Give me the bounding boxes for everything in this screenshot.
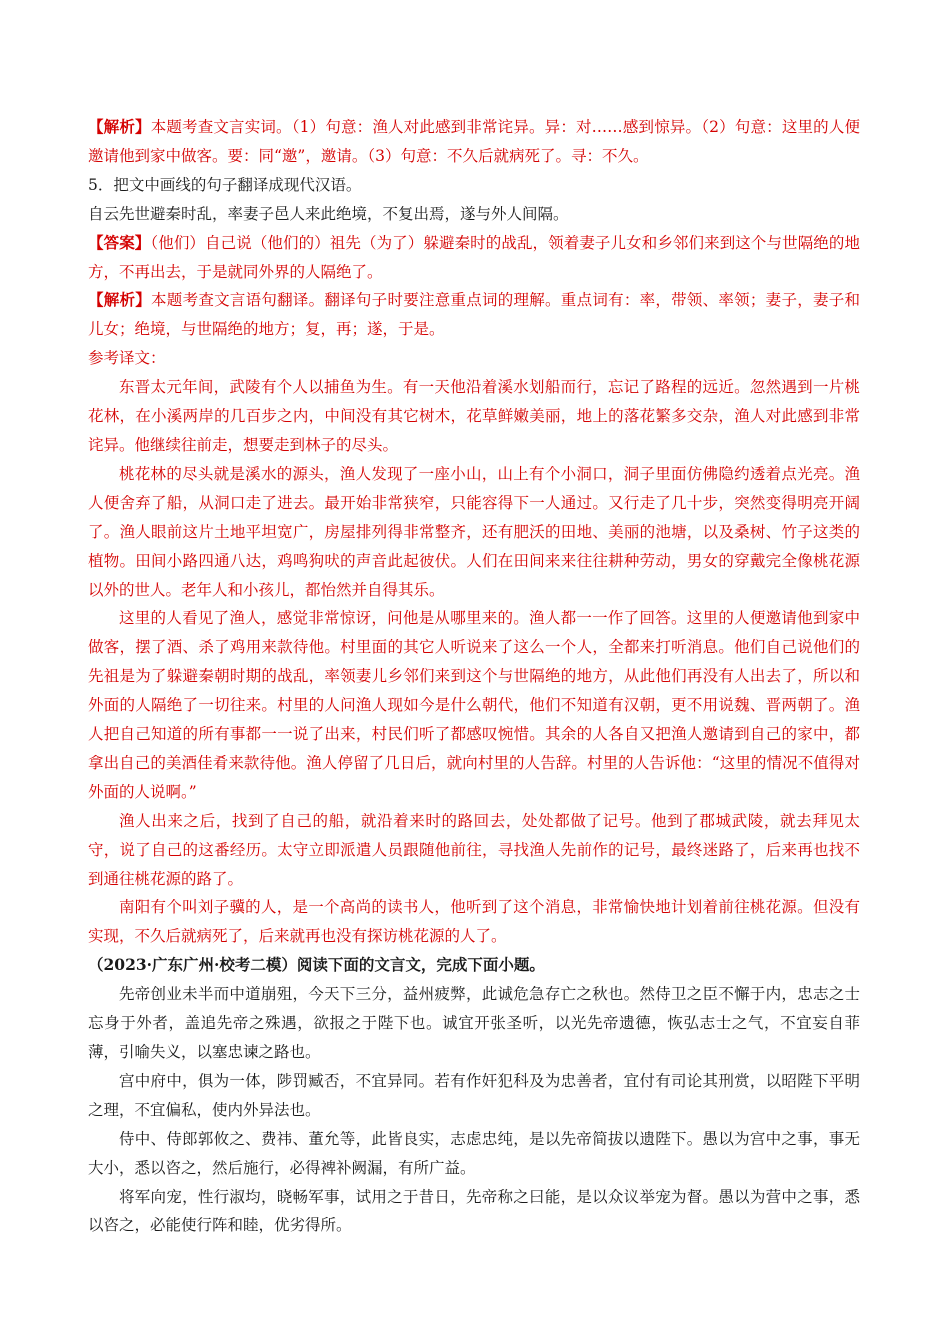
- question-5-sentence: 自云先世避秦时乱，率妻子邑人来此绝境，不复出焉，遂与外人间隔。: [88, 204, 569, 223]
- reference-paragraph: 渔人出来之后，找到了自己的船，就沿着来时的路回去，处处都做了记号。他到了郡城武陵，就去拜见太守，说了自己的这番经历。太守立即派遣人员跟随他前往，寻找渔人先前作的记号，最终迷路了，后来再也找不到通往桃花源的路了。: [88, 811, 860, 888]
- passage-paragraph: 先帝创业未半而中道崩殂，今天下三分，益州疲弊，此诚危急存亡之秋也。然侍卫之臣不懈于内，忠志之士忘身于外者，盖追先帝之殊遇，欲报之于陛下也。诚宜开张圣听，以光先帝遗德，恢弘志士之气，不宜妄自菲薄，引喻失义，以塞忠谏之路也。: [88, 985, 860, 1061]
- reference-label: 参考译文：: [88, 349, 166, 368]
- reference-paragraph: 南阳有个叫刘子骥的人，是一个高尚的读书人，他听到了这个消息，非常愉快地计划着前往桃花源。但没有实现，不久后就病死了，后来就再也没有探访桃花源的人了。: [88, 898, 860, 946]
- question-5-prompt: 5．把文中画线的句子翻译成现代汉语。: [88, 175, 362, 194]
- answer-tag: 【答案】: [88, 232, 151, 252]
- passage-paragraph: 宫中府中，俱为一体，陟罚臧否，不宜异同。若有作奸犯科及为忠善者，宜付有司论其刑赏，以昭陛下平明之理，不宜偏私，使内外异法也。: [88, 1071, 860, 1119]
- passage-paragraph: 将军向宠，性行淑均，晓畅军事，试用之于昔日，先帝称之曰能，是以众议举宠为督。愚以为营中之事，悉以咨之，必能使行阵和睦，优劣得所。: [88, 1187, 860, 1235]
- analysis-1: [88, 113, 860, 171]
- analysis-tag: 【解析】: [88, 290, 152, 310]
- answer-text: （他们）自己说（他们的）祖先（为了）躲避秦时的战乱，领着妻子儿女和乡邻们来到这个与世隔绝的地方，不再出去，于是就同外界的人隔绝了。: [88, 233, 860, 281]
- passage-paragraph: 侍中、侍郎郭攸之、费祎、董允等，此皆良实，志虑忠纯，是以先帝简拔以遗陛下。愚以为宫中之事，事无大小，悉以咨之，然后施行，必得裨补阙漏，有所广益。: [88, 1129, 860, 1177]
- analysis-tag: 【解析】: [88, 117, 151, 136]
- page-content: [88, 113, 860, 1240]
- analysis-5: [88, 286, 860, 344]
- analysis-text: 本题考查文言实词。（1）句意：渔人对此感到非常诧异。异：对……感到惊异。（2）句意：这里的人便邀请他到家中做客。要：同“邀”，邀请。（3）句意：不久后就病死了。寻：不久。: [88, 118, 860, 165]
- reference-paragraph: 桃花林的尽头就是溪水的源头，渔人发现了一座小山，山上有个小洞口，洞子里面仿佛隐约透着点光亮。渔人便舍弃了船，从洞口走了进去。最开始非常狭窄，只能容得下一人通过。又行走了几十步，突然变得明亮开阔了。渔人眼前这片土地平坦宽广，房屋排列得非常整齐，还有肥沃的田地、美丽的池塘，以及桑树、竹子这类的植物。田间小路四通八达，鸡鸣狗吠的声音此起彼伏。人们在田间来来往往耕种劳动，男女的穿戴完全像桃花源以外的世人。老年人和小孩儿，都怡然并自得其乐。: [88, 464, 860, 599]
- answer-5: [88, 229, 860, 287]
- section-heading: （2023·广东广州·校考二模）阅读下面的文言文，完成下面小题。: [88, 955, 545, 975]
- analysis-text: 本题考查文言语句翻译。翻译句子时要注意重点词的理解。重点词有：率，带领、率领；妻子，妻子和儿女；绝境，与世隔绝的地方；复，再；遂，于是。: [88, 291, 860, 339]
- reference-paragraph: 东晋太元年间，武陵有个人以捕鱼为生。有一天他沿着溪水划船而行，忘记了路程的远近。忽然遇到一片桃花林，在小溪两岸的几百步之内，中间没有其它树木，花草鲜嫩美丽，地上的落花繁多交杂，渔人对此感到非常诧异。他继续往前走，想要走到林子的尽头。: [88, 378, 860, 454]
- reference-paragraph: 这里的人看见了渔人，感觉非常惊讶，问他是从哪里来的。渔人都一一作了回答。这里的人便邀请他到家中做客，摆了酒、杀了鸡用来款待他。村里面的其它人听说来了这么一个人，全都来打听消息。他们自己说他们的先祖是为了躲避秦朝时期的战乱，率领妻儿乡邻们来到这个与世隔绝的地方，从此他们再没有人出去了，所以和外面的人隔绝了一切往来。村里的人问渔人现如今是什么朝代，他们不知道有汉朝，更不用说魏、晋两朝了。渔人把自己知道的所有事都一一说了出来，村民们听了都感叹惋惜。其余的人各自又把渔人邀请到自己的家中，都拿出自己的美酒佳肴来款待他。渔人停留了几日后，就向村里的人告辞。村里的人告诉他：“这里的情况不值得对外面的人说啊。”: [88, 609, 860, 801]
